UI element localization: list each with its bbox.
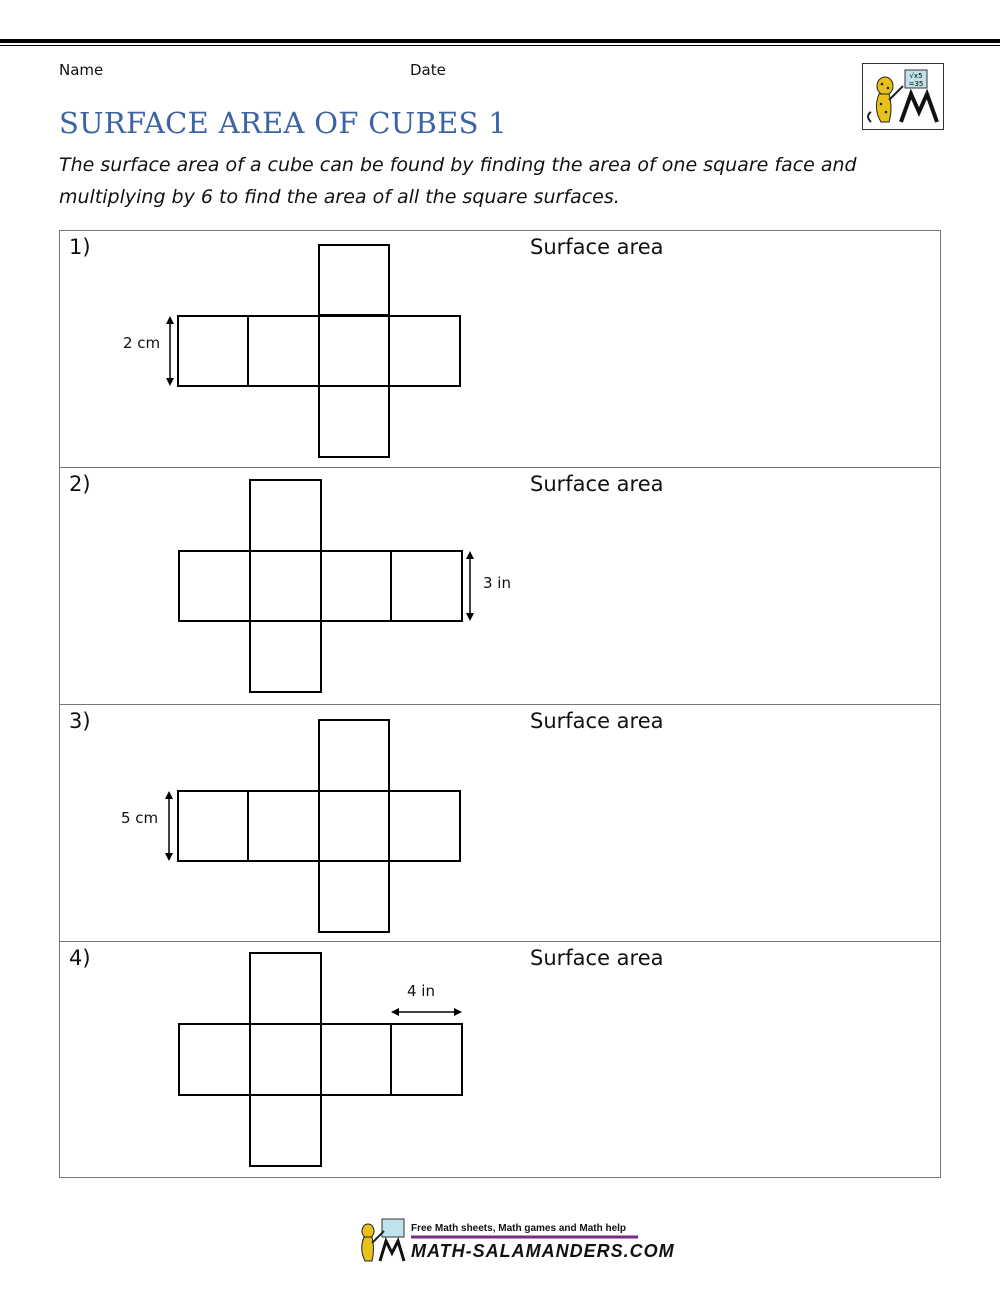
footer-logo [356,1217,675,1265]
question-3 [60,704,940,941]
question-2 [60,467,940,704]
page-title: SURFACE AREA OF CUBES 1 [59,106,508,140]
top-rule-thin [0,45,1000,46]
dimension-label: 4 in [407,982,435,1000]
date-label: Date [410,61,446,79]
logo-text-1: √x5 [909,72,923,80]
cube-net [60,705,940,942]
question-1 [60,231,940,468]
dimension-label: 5 cm [121,809,159,827]
question-number: 3) [69,709,91,733]
surface-area-label: Surface area [530,472,664,496]
dimension-label: 2 cm [123,334,161,352]
question-number: 1) [69,235,91,259]
surface-area-label: Surface area [530,235,664,259]
surface-area-label: Surface area [530,946,664,970]
salamander-logo [862,63,944,130]
question-number: 4) [69,946,91,970]
surface-area-label: Surface area [530,709,664,733]
questions-grid [59,230,941,1178]
top-rule-thick [0,39,1000,43]
question-number: 2) [69,472,91,496]
logo-text-2: =35 [908,80,924,88]
cube-net [60,942,940,1179]
name-label: Name [59,61,104,79]
intro-text: The surface area of a cube can be found by finding the area of one square face and multiplying by 6 to find the area of all the square surfaces. [59,154,857,208]
footer-site: MATH-SALAMANDERS.COM [411,1241,675,1261]
cube-net [60,231,940,468]
question-4 [60,941,940,1178]
footer-tagline: Free Math sheets, Math games and Math help [411,1223,627,1234]
dimension-label: 3 in [483,574,511,592]
